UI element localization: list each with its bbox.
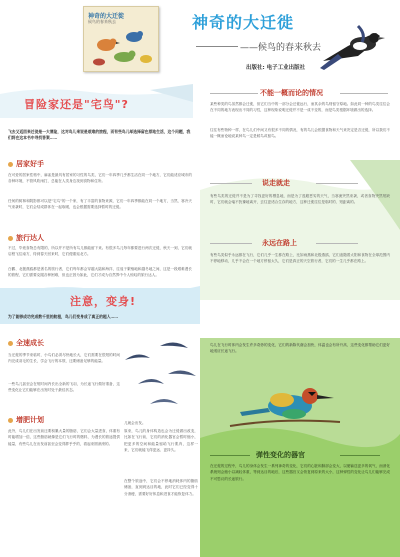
section-dot-icon (8, 341, 13, 346)
right-green-background (200, 160, 400, 300)
magpie-illustration (318, 6, 388, 76)
heading-rule-right (340, 93, 388, 94)
cover-subtitle: 候鸟的春来秋去 (88, 19, 116, 24)
heading-rule-left (210, 455, 250, 456)
middle-paragraph-2: 原来，鸟儿的身体构造也会为迁徙做出改变，比如在飞行前，它们的消化器官会暂时缩小，把更多的空间和能量留给飞行肌肉，这样一来，它们就能飞得更远、更持久。 (124, 429, 198, 453)
heading-rule-right (340, 455, 380, 456)
bottom-banner-title: 注意，变身! (70, 295, 137, 308)
section-home-paragraph-2: 任何的树林和阴影都可以是"宅鸟"的一个家，有了丰富的食物来源，它们一年四季都能在同一个地方，当然，寒冷天气来袭时，它们会结成群体在一起取暖，也会根据需要选择暂时的迁徙。 (8, 199, 192, 210)
section-heading-full-speed: 全速成长 (8, 338, 44, 348)
page-subtitle: ——候鸟的春来秋去 (240, 43, 322, 53)
section-traveler-paragraph-2: 白鹳、北极燕鸥都是著名的旅行者，它们每年都会穿越大陆和海洋，往返于繁殖地和越冬地之间，这是一段艰难漫长的旅程，它们需要克服各种困难，但也正因为如此，它们才成为自然界中令人惊叹的旅行达人。 (8, 267, 192, 278)
section-just-go-paragraph: 有些鸟类的迁徙并不是为了寻找更好的栖息地，而是为了逃避恶劣的天气，当寒流突然来袭，或者食物突然短缺时，它们就会毫不犹豫地离开，去往更适合生存的地方，这种迁徙往往是临时的、短距离的。 (210, 194, 390, 205)
section-on-the-road-paragraph: 有些鸟类似乎永远都在飞行，它们几乎一生都在路上，比如雨燕和北极燕鸥，它们追随着太阳和食物在全球范围内不停地移动，几乎不会在一个地方停留太久，它们是真正的天空旅行者，它们的一生几乎都在路上。 (210, 253, 390, 264)
section-heading-traveler: 旅行达人 (8, 233, 44, 243)
cover-birds-illustration (84, 7, 159, 72)
section-full-speed-paragraph-1: 当迁徙的季节来临时，小鸟们必须尽快地长大，它们需要在很短的时间内完成羽毛的生长，学会飞行的本领，还要储备足够的能量。 (8, 353, 120, 364)
section-traveler-paragraph-1: 不过，毕竟食物总有限的，所以并不是所有鸟儿都能留下来。有很多鸟儿每年都要进行两次迁徙，秋天一到，它们就启程飞往南方，待到春天回来时，它们便重返北方。 (8, 246, 192, 257)
heading-rule-right (316, 243, 358, 244)
section-heading-just-go: 说走就走 (262, 179, 290, 187)
cover-title: 神奇的大迁徙 (88, 13, 125, 20)
subtitle-divider (196, 46, 238, 47)
section-fattening-paragraph: 此外，鸟儿们在出发前还要积累大量的脂肪，它们会大量进食，体重有时能增加一倍，这些脂肪就像是它们飞行时的燃料，为漫长的旅途提供能量，有些鸟儿在出发前甚至会变得胖乎乎的，看起来圆滚滚的。 (8, 429, 120, 446)
heading-rule-right (316, 183, 358, 184)
heading-rule-left (210, 183, 252, 184)
section-heading-fattening: 增肥计划 (8, 415, 44, 425)
middle-paragraph-3: 在整个旅途中，它们会不停地消耗体内的脂肪储备，直到到达目的地，此时它们已经变得十分消瘦，需要好好休息和进食才能恢复体力。 (124, 479, 198, 496)
section-dot-icon (8, 418, 13, 423)
page-title: 神奇的大迁徙 (192, 13, 295, 32)
section-heading-elastic-organs: 弹性变化的器官 (256, 451, 305, 459)
heading-rule-left (210, 93, 258, 94)
flying-birds-illustration (120, 338, 200, 418)
left-banner-title: 冒险家还是"宅鸟"? (24, 98, 129, 111)
section-not-generalized-paragraph-2: 往往有些物种一样，在鸟儿们中间又有很多不同的情况，有的鸟儿会根据食物和天气来决定是否迁徙，所以我们不能一概而论地说某种鸟一定是候鸟或留鸟。 (210, 128, 390, 139)
section-full-speed-paragraph-2: 一些鸟儿甚至会在短时间内长出全新的飞羽，为长途飞行做好准备，这些变化让它们能够在出发时处于最佳状态。 (8, 382, 120, 393)
heading-rule-left (210, 243, 252, 244)
section-dot-icon (8, 162, 13, 167)
left-intro-text: 飞去又返回来迁徙是一大冒险，这对鸟儿来说是艰难的旅程，而有些鸟儿却选择留在原地生活，这个问题，我们将在这本书中寻找答案…… (8, 129, 191, 140)
publisher-label: 出版社: 电子工业出版社 (246, 65, 306, 71)
book-cover-image (83, 6, 159, 72)
bee-eater-bird-illustration (220, 370, 380, 440)
section-heading-home: 居家好手 (8, 159, 44, 169)
middle-paragraph-1: 儿就会出发。 (124, 421, 146, 425)
section-home-paragraph-1: 在可爱的居家性格中，麻雀是最具有居家的习性的鸟类，它们一年四季几乎都生活在同一个地方，它们能适应城市的各种环境，不管风吹雨打，总能在人类身边找到食物和住所。 (8, 173, 192, 184)
bottom-right-top-paragraph: 鸟儿在飞行时体内会发生许多奇妙的变化，它们的新陈代谢会加快，体温也会有所升高，这些变化都帮助它们更好地适应长途飞行。 (210, 343, 390, 354)
section-elastic-organs-paragraph: 在迁徙的过程中，鸟儿的身体会发生一系列神奇的变化，它们的心脏和肺部会变大，以便输送更多的氧气，而消化系统则会缩小以减轻体重，等到达目的地后，这些器官又会恢复到原来的大小，这种弹性的变化让鸟儿们能够完成不可思议的长途旅行。 (210, 464, 390, 481)
section-dot-icon (8, 236, 13, 241)
section-heading-not-generalized: 不能一概而论的情况 (260, 89, 323, 97)
section-not-generalized-paragraph-1: 某些种类的鸟虽然都会迁徙，但它们当中的一部分会迁徙远行，而其余的鸟则留守原地。如此同一种的鸟类往往会在不同的地方表现出不同的习性，这种现象说明迁徙并不是一成不变的，而是鸟类根据环境做出的选择。 (210, 102, 390, 113)
section-heading-on-the-road: 永远在路上 (262, 239, 297, 247)
bottom-intro-text: 为了能够成功完成数千里的航程，鸟儿们变身成了真正的超人…… (8, 314, 119, 319)
